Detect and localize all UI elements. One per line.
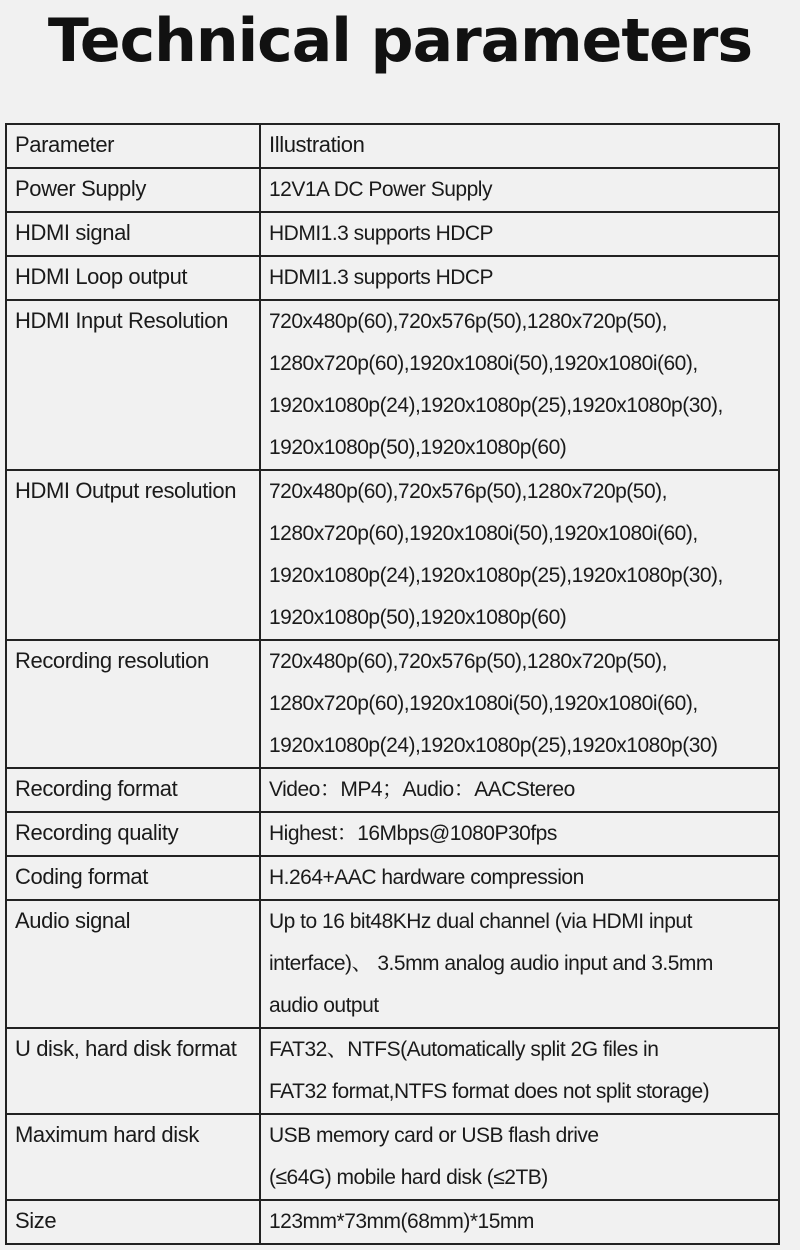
table-row — [6, 212, 779, 256]
header-parameter: Parameter — [6, 124, 260, 168]
page-title: Technical parameters — [47, 6, 753, 76]
table-row — [6, 256, 779, 300]
param-name: HDMI Input Resolution — [6, 300, 260, 470]
param-name: Audio signal — [6, 900, 260, 1028]
param-name: HDMI Loop output — [6, 256, 260, 300]
table-row — [6, 300, 779, 470]
table-row — [6, 640, 779, 768]
table-row — [6, 1200, 779, 1244]
param-name: Coding format — [6, 856, 260, 900]
param-name: Recording resolution — [6, 640, 260, 768]
param-value: HDMI1.3 supports HDCP — [260, 256, 779, 300]
param-value: USB memory card or USB flash drive (≤64G) mobile hard disk (≤2TB) — [260, 1114, 779, 1200]
param-name: Recording quality — [6, 812, 260, 856]
param-value: Video：MP4；Audio：AACStereo — [260, 768, 779, 812]
param-name: Maximum hard disk — [6, 1114, 260, 1200]
param-name: Size — [6, 1200, 260, 1244]
param-name: U disk, hard disk format — [6, 1028, 260, 1114]
param-name: HDMI Output resolution — [6, 470, 260, 640]
param-value: Highest：16Mbps@1080P30fps — [260, 812, 779, 856]
param-name: Power Supply — [6, 168, 260, 212]
table-row — [6, 812, 779, 856]
table-row — [6, 1028, 779, 1114]
table-row — [6, 168, 779, 212]
table-header-row — [6, 124, 779, 168]
param-value: Up to 16 bit48KHz dual channel (via HDMI input interface)、 3.5mm analog audio input and 3.5mm audio output — [260, 900, 779, 1028]
param-value: 720x480p(60),720x576p(50),1280x720p(50), 1280x720p(60),1920x1080i(50),1920x1080i(60), 1920x1080p(24),1920x1080p(25),1920x1080p(30) — [260, 640, 779, 768]
table-row — [6, 856, 779, 900]
table-row — [6, 470, 779, 640]
table-row — [6, 768, 779, 812]
param-value: 720x480p(60),720x576p(50),1280x720p(50), 1280x720p(60),1920x1080i(50),1920x1080i(60), 1920x1080p(24),1920x1080p(25),1920x1080p(30), 1920x1080p(50),1920x1080p(60) — [260, 300, 779, 470]
param-name: Recording format — [6, 768, 260, 812]
table-row — [6, 1114, 779, 1200]
param-value: 12V1A DC Power Supply — [260, 168, 779, 212]
header-illustration: Illustration — [260, 124, 779, 168]
table-row — [6, 900, 779, 1028]
param-value: FAT32、NTFS(Automatically split 2G files in FAT32 format,NTFS format does not split storage) — [260, 1028, 779, 1114]
param-value: H.264+AAC hardware compression — [260, 856, 779, 900]
parameters-table — [5, 123, 780, 1245]
param-name: HDMI signal — [6, 212, 260, 256]
param-value: 123mm*73mm(68mm)*15mm — [260, 1200, 779, 1244]
param-value: HDMI1.3 supports HDCP — [260, 212, 779, 256]
param-value: 720x480p(60),720x576p(50),1280x720p(50), 1280x720p(60),1920x1080i(50),1920x1080i(60), 1920x1080p(24),1920x1080p(25),1920x1080p(30), 1920x1080p(50),1920x1080p(60) — [260, 470, 779, 640]
